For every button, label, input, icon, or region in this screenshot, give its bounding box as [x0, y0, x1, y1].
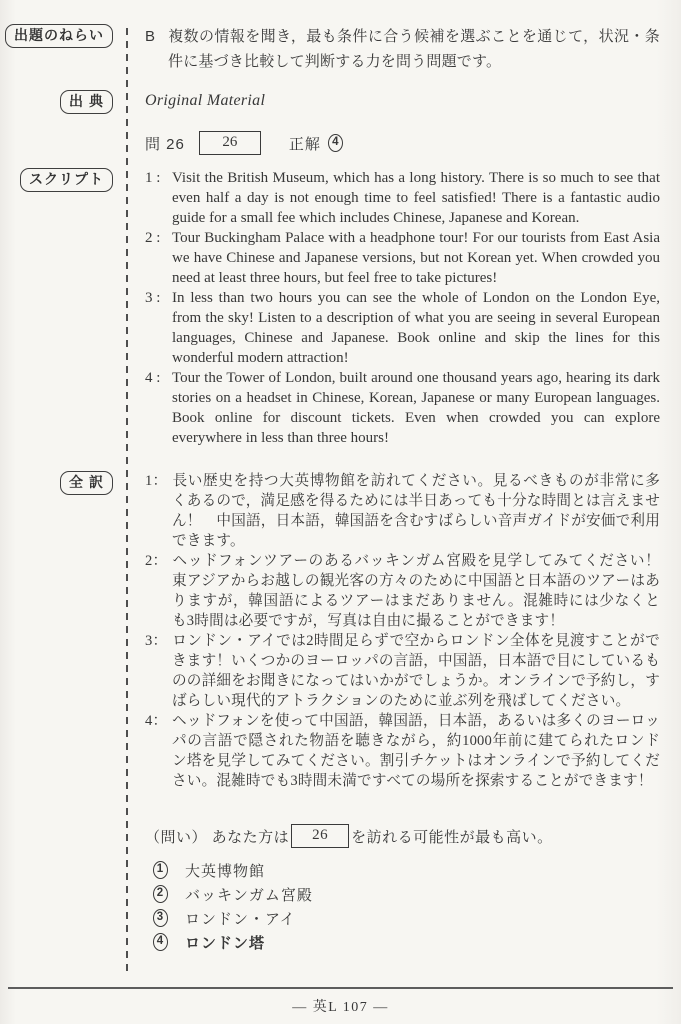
- correct-answer-label: 正解: [288, 135, 321, 153]
- aim-text: 複数の情報を聞き，最も条件に合う候補を選ぶことを通じて，状況・条件に基づき比較して判断する力を問う問題です。: [168, 28, 660, 70]
- translation-content: [127, 471, 681, 791]
- aim-gutter: [0, 24, 127, 74]
- script-item-text: Visit the British Museum, which has a long history. There is so much to see that even half a day is not enough time to feel satisfied! There is a fantastic audio guide for a small fee which includes Chinese, Japanese and Korean.: [172, 170, 660, 226]
- translation-item-text: ヘッドフォンツアーのあるバッキンガム宮殿を見学してみてください！ 東アジアからお越しの観光客の方々のために中国語と日本語のツアーはありますが，韓国語によるツアーはまだありません。混雑時には少なくとも3時間は必要ですが，写真は自由に撮ることができます！: [172, 553, 675, 629]
- prompt-section: [0, 824, 681, 848]
- script-item: [145, 228, 660, 288]
- translation-item: [145, 711, 660, 791]
- aim-marker: B: [145, 28, 156, 45]
- prompt-answer-slot-box: 26: [291, 824, 349, 848]
- option-4-label: ロンドン塔: [185, 934, 266, 952]
- translation-section: [0, 471, 681, 791]
- prompt-suffix: を訪れる可能性が最も高い。: [351, 828, 553, 846]
- translation-item-number: 4：: [145, 713, 168, 729]
- option-1: [153, 858, 660, 882]
- options-list: [127, 858, 681, 954]
- option-2-label: バッキンガム宮殿: [185, 887, 313, 904]
- script-item: [145, 288, 660, 368]
- script-content: [127, 168, 681, 448]
- option-3: [153, 906, 660, 930]
- option-3-circled-number: 3: [153, 909, 168, 927]
- translation-item-text: ロンドン・アイでは2時間足らずで空からロンドン全体を見渡すことができます！いくつかのヨーロッパの言語，中国語，日本語で目にしているものの詳細をお聞きになってはいかがでしょうか。オンラインで予約し，すばらしい現代的アトラクションのために並ぶ列を飛ばしてください。: [172, 633, 660, 709]
- question-header-line: [127, 131, 681, 155]
- translation-item-text: 長い歴史を持つ大英博物館を訪れてください。見るべきものが非常に多くあるので，満足感を得るためには半日あっても十分な時間とは言えません！ 中国語，日本語，韓国語を含むすばらしい音声ガイドが安価で利用できます。: [172, 473, 660, 549]
- source-content: [127, 90, 681, 114]
- translation-item: [145, 471, 660, 551]
- script-item-text: Tour Buckingham Palace with a headphone tour! For our tourists from East Asia we have Chinese and Japanese versions, but not Korean yet. When crowded you need at least three hours, but feel free to take pictures!: [172, 230, 660, 286]
- script-item-number: 3 :: [145, 290, 161, 306]
- source-text: Original Material: [145, 92, 266, 109]
- footer-rule: [8, 987, 673, 989]
- translation-item: [145, 631, 660, 711]
- source-gutter: [0, 90, 127, 114]
- script-item: [145, 168, 660, 228]
- prompt-prefix: （問い） あなた方は: [145, 828, 290, 846]
- correct-answer-circled-number: 4: [328, 134, 343, 152]
- script-section-label: スクリプト: [20, 168, 113, 192]
- script-item-text: In less than two hours you can see the whole of London on the London Eye, from the sky! Listen to a description of what you are seeing in several European languages, Chinese and Japanese. Book online and skip the lines for this wonderful modern attraction!: [172, 290, 660, 366]
- translation-gutter: [0, 471, 127, 791]
- script-item-number: 2 :: [145, 230, 161, 246]
- source-section-label: 出典: [60, 90, 113, 114]
- translation-section-label: 全訳: [60, 471, 113, 495]
- aim-paragraph: [145, 24, 660, 74]
- page-number: — 英L 107 —: [292, 1000, 389, 1015]
- translation-item-number: 1：: [145, 473, 168, 489]
- script-item: [145, 368, 660, 448]
- option-3-label: ロンドン・アイ: [185, 911, 296, 928]
- translation-item-text: ヘッドフォンを使って中国語，韓国語，日本語，あるいは多くのヨーロッパの言語で隠された物語を聴きながら，約1000年前に建てられたロンドン塔を見学してみてください。割引チケットはオンラインで予約してください。混雑時でも3時間未満ですべての場所を探索することができます！: [172, 713, 660, 789]
- script-item-number: 4 :: [145, 370, 161, 386]
- aim-section: [0, 24, 681, 74]
- script-item-text: Tour the Tower of London, built around one thousand years ago, hearing its dark stories on a headset in Chinese, Korean, Japanese or many European languages. Book online for discount tickets. Even when crowded you can explore everywhere in less than three hours!: [172, 370, 660, 446]
- option-4-circled-number: 4: [153, 933, 168, 951]
- option-4-correct: [153, 930, 660, 954]
- option-2-circled-number: 2: [153, 885, 168, 903]
- page-footer: [0, 987, 681, 1024]
- script-section: [0, 168, 681, 448]
- translation-item: [145, 551, 675, 631]
- translation-item-number: 3：: [145, 633, 168, 649]
- question-number-header: [0, 131, 681, 155]
- option-1-circled-number: 1: [153, 861, 168, 879]
- aim-section-label: 出題のねらい: [5, 24, 113, 48]
- aim-content: [127, 24, 681, 74]
- prompt-line: [127, 824, 681, 848]
- script-gutter: [0, 168, 127, 448]
- source-section: [0, 90, 681, 114]
- question-number-label: 問 26: [145, 135, 185, 153]
- answer-slot-box: 26: [199, 131, 261, 155]
- options-section: [0, 858, 681, 954]
- option-2: [153, 882, 660, 906]
- option-1-label: 大英博物館: [185, 863, 266, 880]
- translation-item-number: 2：: [145, 553, 168, 569]
- script-item-number: 1 :: [145, 170, 161, 186]
